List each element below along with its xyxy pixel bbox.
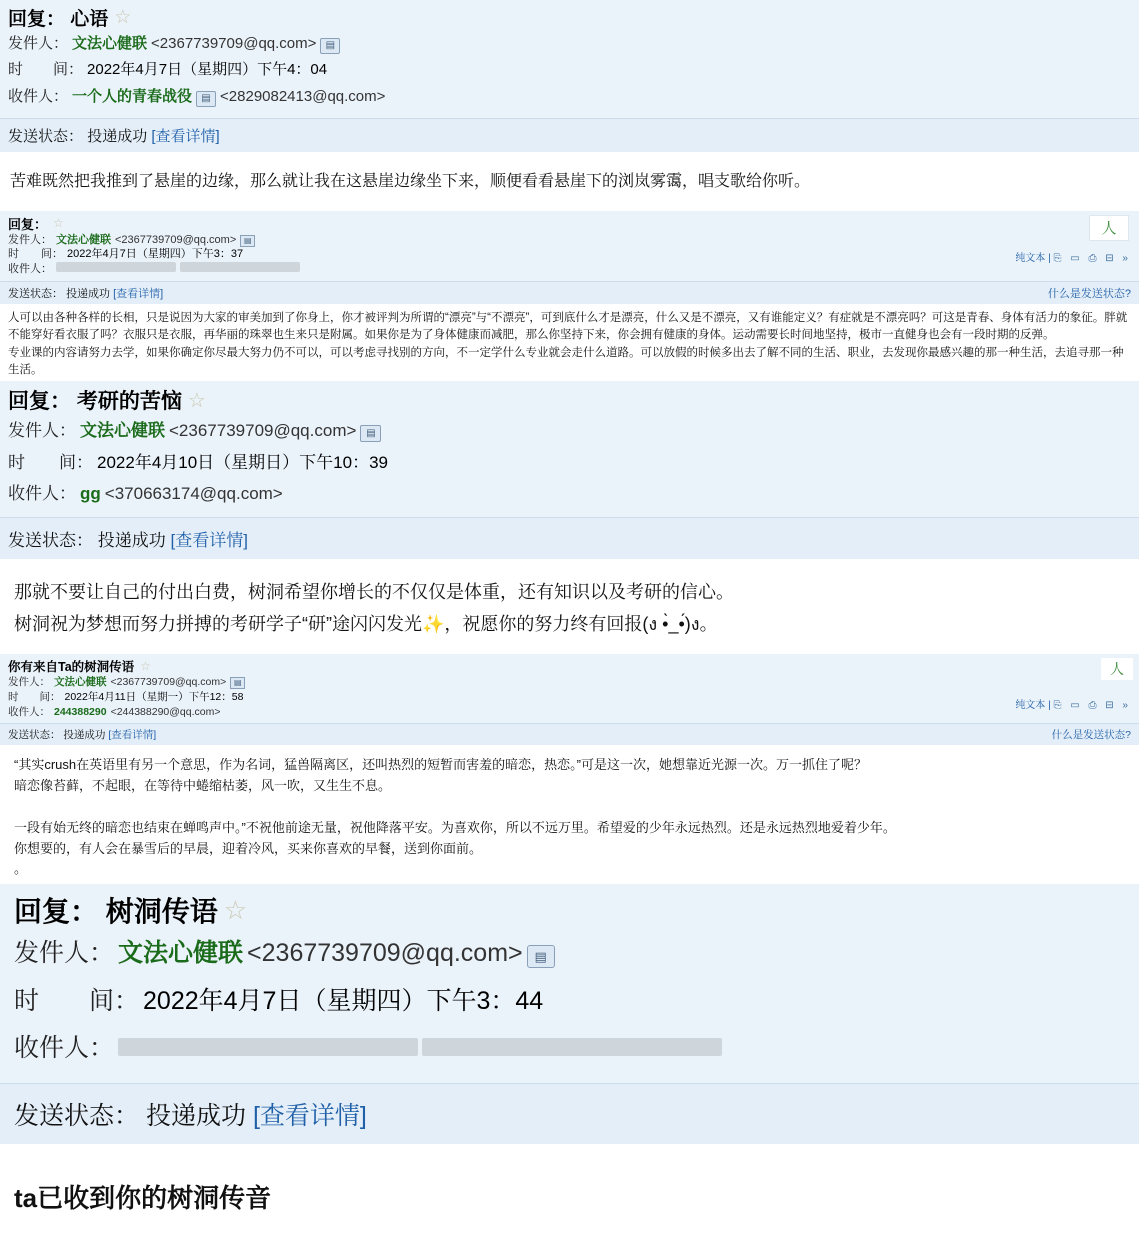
body-paragraph: “其实crush在英语里有另一个意思，作为名词，猛兽隔离区，还叫热烈的短暂而害羞的暗恋，热恋。”可是这一次，她想靠近光源一次。万一抓住了呢？ — [14, 757, 867, 773]
recipient-label: 收件人： — [8, 483, 76, 503]
sender-name[interactable]: 文法心健联 — [54, 676, 107, 689]
mail-subject: 回复： — [8, 216, 48, 232]
recipient-redacted — [118, 1038, 418, 1056]
sender-name[interactable]: 文法心健联 — [72, 35, 148, 52]
mail-body — [0, 152, 1139, 211]
send-status-group — [8, 727, 156, 742]
star-icon[interactable]: ☆ — [114, 7, 132, 28]
mail-title-row — [8, 657, 1131, 675]
contact-card-icon[interactable]: ▤ — [527, 945, 555, 968]
mail-item-4 — [0, 654, 1139, 884]
time-label: 时 间： — [14, 986, 140, 1015]
mail-header — [0, 654, 1139, 723]
contact-card-icon[interactable]: ▤ — [196, 91, 216, 107]
avatar — [1089, 215, 1129, 241]
recipient-label: 收件人： — [14, 1034, 115, 1063]
recipient-address: <370663174@qq.com> — [104, 483, 283, 503]
body-paragraph: 。 — [14, 861, 28, 877]
sender-label: 发件人： — [8, 676, 50, 689]
time-value: 2022年4月7日（星期四）下午4：04 — [87, 61, 328, 79]
send-status-group — [8, 285, 163, 301]
send-status-value: 投递成功 — [63, 729, 106, 742]
sender-label: 发件人： — [14, 939, 115, 968]
send-status-bar — [0, 118, 1139, 152]
send-status-value: 投递成功 — [66, 288, 111, 301]
recipient-row — [8, 705, 1131, 720]
time-row — [8, 247, 1131, 262]
mail-subject: 回复： 心语 — [8, 9, 109, 30]
recipient-address: <244388290@qq.com> — [110, 705, 221, 718]
plaintext-button[interactable]: 纯文本 — [1015, 252, 1046, 264]
body-paragraph: 树洞祝为梦想而努力拼搏的考研学子“研”途闪闪发光✨，祝愿你的努力终有回报(ง •̀_•́)ง。 — [14, 613, 718, 634]
time-label: 时 间： — [8, 452, 93, 472]
sender-row — [14, 930, 1129, 978]
view-detail-link[interactable]: [查看详情] — [252, 1101, 367, 1130]
time-row — [14, 978, 1129, 1026]
toolbar-divider: | — [1048, 252, 1054, 264]
sender-label: 发件人： — [8, 35, 69, 52]
mail-title-row — [8, 4, 1131, 31]
recipient-label: 收件人： — [8, 87, 69, 105]
send-status-bar — [0, 723, 1139, 745]
mail-toolbar[interactable] — [1015, 249, 1131, 264]
toolbar-icons[interactable]: ⎘ ▭ ⎙ ⊟ » — [1053, 700, 1131, 712]
body-paragraph: 一段有始无终的暗恋也结束在蝉鸣声中。”不祝他前途无量，祝他降落平安。为喜欢你，所以不远万里。希望爱的少年永远热烈。还是永远热烈地爱着少年。 — [14, 819, 896, 835]
contact-card-icon[interactable]: ▤ — [230, 677, 245, 689]
star-icon[interactable]: ☆ — [140, 659, 151, 674]
toolbar-divider: | — [1048, 700, 1054, 712]
sender-address: <2367739709@qq.com> — [169, 421, 357, 441]
mail-body — [0, 304, 1139, 381]
time-value: 2022年4月7日（星期四）下午3：37 — [67, 248, 244, 261]
time-value: 2022年4月10日（星期日）下午10：39 — [97, 452, 388, 472]
time-row — [8, 447, 1131, 478]
mail-body — [0, 745, 1139, 884]
mail-header — [0, 0, 1139, 118]
mail-body — [0, 559, 1139, 654]
sender-row — [8, 233, 1131, 248]
mail-header — [0, 884, 1139, 1083]
avatar-person-icon: 人 — [1110, 661, 1124, 678]
star-icon[interactable]: ☆ — [223, 894, 248, 925]
sender-name[interactable]: 文法心健联 — [80, 421, 165, 441]
mail-body — [0, 1144, 1139, 1238]
body-paragraph: 专业课的内容请努力去学，如果你确定你尽最大努力仍不可以，可以考虑寻找别的方向，不一定学什么专业就会走什么道路。可以放假的时候多出去了解不同的生活、职业，去发现你最感兴趣的那一种生活，去追寻那一种生活。 — [8, 346, 1124, 376]
sender-address: <2367739709@qq.com> — [151, 35, 317, 52]
mail-item-2 — [0, 211, 1139, 382]
contact-card-icon[interactable]: ▤ — [360, 425, 381, 442]
recipient-name[interactable]: 一个人的青春战役 — [72, 87, 193, 105]
mail-toolbar[interactable] — [1015, 696, 1131, 711]
send-status-label: 发送状态： — [8, 288, 63, 301]
time-row — [8, 57, 1131, 83]
send-status-label: 发送状态： — [8, 127, 84, 145]
sender-row — [8, 415, 1131, 446]
recipient-label: 收件人： — [8, 705, 50, 718]
body-paragraph: 人可以由各种各样的长相，只是说因为大家的审美加到了你身上，你才被评判为所谓的“漂亮”与“不漂亮”，可到底什么才是漂亮，什么又是不漂亮，又有谁能定义？有症就是不漂亮吗？可这是青春、身体有活力的象征。胖就不能穿好看衣服了吗？衣服只是衣服，再华丽的珠翠也生来只是附属。如果你是为了身体健康而减肥，那么你坚持下来，你会拥有健康的身体。运动需要长时间地坚持，极市一直健身也会有一段时期的反弹。 — [8, 312, 1128, 342]
view-detail-link[interactable]: [查看详情] — [151, 127, 220, 145]
send-status-value: 投递成功 — [87, 127, 148, 145]
recipient-row — [8, 84, 1131, 110]
view-detail-link[interactable]: [查看详情] — [113, 288, 164, 301]
view-detail-link[interactable]: [查看详情] — [108, 729, 157, 742]
body-paragraph: 暗恋像苔藓，不起眼，在等待中蜷缩枯萎，风一吹，又生生不息。 — [14, 778, 392, 794]
recipient-redacted — [56, 262, 176, 272]
mail-title-row — [8, 385, 1131, 415]
recipient-row — [8, 478, 1131, 509]
send-status-label: 发送状态： — [8, 729, 61, 742]
avatar-person-icon: 人 — [1101, 220, 1117, 238]
plaintext-button[interactable]: 纯文本 — [1015, 700, 1046, 712]
send-status-label: 发送状态： — [8, 531, 93, 551]
recipient-row — [14, 1025, 1129, 1073]
send-status-bar — [0, 1083, 1139, 1144]
mail-title-row — [14, 890, 1129, 930]
sender-name[interactable]: 文法心健联 — [118, 939, 244, 968]
mail-header — [0, 381, 1139, 517]
body-paragraph: 你想要的，有人会在暴雪后的早晨，迎着冷风，买来你喜欢的早餐，送到你面前。 — [14, 840, 483, 856]
body-paragraph: ta已收到你的树洞传音 — [14, 1182, 272, 1213]
recipient-name[interactable]: 244388290 — [54, 705, 107, 718]
view-detail-link[interactable]: [查看详情] — [170, 531, 248, 551]
mail-item-5 — [0, 884, 1139, 1238]
sender-name[interactable]: 文法心健联 — [56, 233, 111, 246]
sender-address: <2367739709@qq.com> — [110, 676, 227, 689]
send-status-value: 投递成功 — [97, 531, 166, 551]
sender-row — [8, 675, 1131, 690]
mail-subject: 回复： 考研的苦恼 — [8, 390, 182, 414]
toolbar-icons[interactable]: ⎘ ▭ ⎙ ⊟ » — [1053, 252, 1131, 264]
what-is-send-status-link[interactable]: 什么是发送状态? — [1047, 288, 1131, 301]
time-label: 时 间： — [8, 248, 63, 261]
time-label: 时 间： — [8, 61, 84, 79]
send-status-bar — [0, 281, 1139, 304]
sender-address: <2367739709@qq.com> — [115, 233, 237, 246]
body-paragraph: 那就不要让自己的付出白费，树洞希望你增长的不仅仅是体重，还有知识以及考研的信心。 — [14, 582, 734, 603]
contact-card-icon[interactable]: ▤ — [240, 235, 255, 247]
recipient-row — [8, 262, 1131, 277]
mail-title-row — [8, 214, 1131, 233]
time-label: 时 间： — [8, 691, 61, 704]
sender-address: <2367739709@qq.com> — [247, 939, 523, 968]
mail-header — [0, 211, 1139, 282]
mail-item-1 — [0, 0, 1139, 211]
send-status-value: 投递成功 — [145, 1101, 246, 1130]
time-row — [8, 690, 1131, 705]
body-paragraph: 苦难既然把我推到了悬崖的边缘，那么就让我在这悬崖边缘坐下来，顺便看看悬崖下的浏岚雾霭，唱支歌给你听。 — [10, 172, 811, 190]
mail-item-3 — [0, 381, 1139, 654]
contact-card-icon[interactable]: ▤ — [320, 38, 340, 54]
time-value: 2022年4月7日（星期四）下午3：44 — [143, 986, 544, 1015]
recipient-name[interactable]: gg — [80, 483, 101, 503]
time-value: 2022年4月11日（星期一）下午12：58 — [64, 691, 244, 704]
what-is-send-status-link[interactable]: 什么是发送状态? — [1051, 729, 1131, 742]
star-icon[interactable]: ☆ — [187, 389, 206, 412]
sender-label: 发件人： — [8, 421, 76, 441]
recipient-label: 收件人： — [8, 263, 52, 276]
sender-label: 发件人： — [8, 233, 52, 246]
body-spacer — [14, 797, 1125, 818]
recipient-address-redacted — [422, 1038, 722, 1056]
send-status-label: 发送状态： — [14, 1101, 140, 1130]
recipient-address-redacted — [180, 262, 300, 272]
sender-row — [8, 31, 1131, 57]
star-icon[interactable]: ☆ — [53, 216, 64, 231]
mail-subject: 你有来自Ta的树洞传语 — [8, 660, 135, 675]
send-status-bar — [0, 517, 1139, 559]
avatar — [1101, 658, 1133, 680]
recipient-address: <2829082413@qq.com> — [220, 87, 386, 105]
mail-subject: 回复： 树洞传语 — [14, 896, 218, 928]
